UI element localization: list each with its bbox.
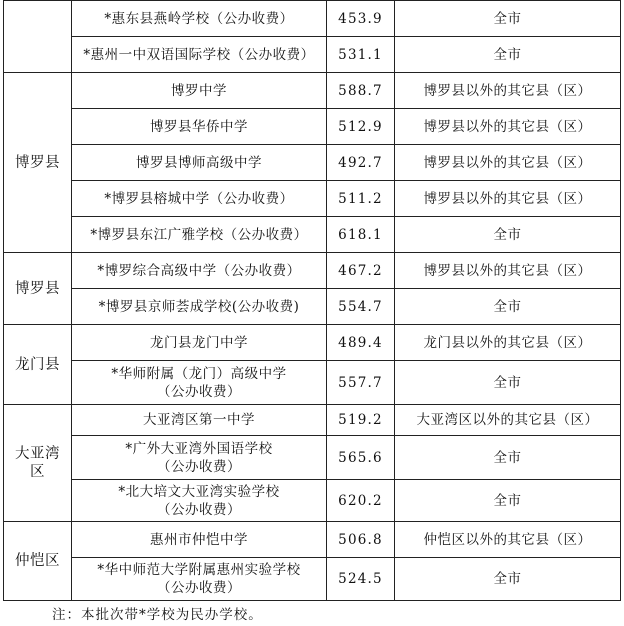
score-cell: 588.7 <box>327 73 395 109</box>
school-cell: *博罗综合高级中学（公办收费） <box>72 253 327 289</box>
table-row <box>4 436 621 480</box>
school-name-line: *广外大亚湾外国语学校 <box>125 440 273 457</box>
school-note-line: （公办收费） <box>157 580 241 596</box>
school-note-line: （公办收费） <box>157 501 241 518</box>
table-row <box>4 289 621 325</box>
table-row <box>4 325 621 361</box>
table-row <box>4 253 621 289</box>
school-name-line: *华中师范大学附属惠州实验学校 <box>97 562 301 578</box>
scope-cell: 全市 <box>395 436 621 480</box>
scope-cell: 博罗县以外的其它县（区） <box>395 145 621 181</box>
school-cell <box>72 361 327 405</box>
scope-cell: 全市 <box>395 37 621 73</box>
scope-cell: 大亚湾区以外的其它县（区） <box>395 405 621 436</box>
scope-cell: 全市 <box>395 558 621 601</box>
score-cell: 506.8 <box>327 522 395 558</box>
scope-cell: 全市 <box>395 217 621 253</box>
region-cell <box>4 1 72 73</box>
school-name-line: *华师附属（龙门）高级中学 <box>111 365 287 382</box>
school-note-line: （公办收费） <box>157 458 241 475</box>
school-cell: 博罗县华侨中学 <box>72 109 327 145</box>
region-cell: 仲恺区 <box>4 522 72 601</box>
score-cell: 618.1 <box>327 217 395 253</box>
score-cell: 524.5 <box>327 558 395 601</box>
score-cell: 554.7 <box>327 289 395 325</box>
score-cell: 492.7 <box>327 145 395 181</box>
school-cell: 博罗县博师高级中学 <box>72 145 327 181</box>
table-row <box>4 73 621 109</box>
scope-cell: 仲恺区以外的其它县（区） <box>395 522 621 558</box>
school-cell <box>72 558 327 601</box>
school-cell: 博罗中学 <box>72 73 327 109</box>
region-name-line: 区 <box>30 464 45 480</box>
score-cell: 531.1 <box>327 37 395 73</box>
region-name-line: 大亚湾 <box>15 446 60 462</box>
table-row <box>4 361 621 405</box>
region-cell <box>4 405 72 522</box>
school-cell <box>72 480 327 522</box>
school-cell: 惠州市仲恺中学 <box>72 522 327 558</box>
region-cell: 博罗县 <box>4 253 72 325</box>
school-cell: *博罗县榕城中学（公办收费） <box>72 181 327 217</box>
score-cell: 557.7 <box>327 361 395 405</box>
school-cell: *博罗县东江广雅学校（公办收费） <box>72 217 327 253</box>
table-row <box>4 558 621 601</box>
table-row <box>4 480 621 522</box>
scope-cell: 博罗县以外的其它县（区） <box>395 181 621 217</box>
scope-cell: 全市 <box>395 289 621 325</box>
score-cell: 511.2 <box>327 181 395 217</box>
scope-cell: 全市 <box>395 361 621 405</box>
scope-cell: 全市 <box>395 1 621 37</box>
school-cell: *惠州一中双语国际学校（公办收费） <box>72 37 327 73</box>
score-cell: 453.9 <box>327 1 395 37</box>
score-cell: 467.2 <box>327 253 395 289</box>
school-cell: 大亚湾区第一中学 <box>72 405 327 436</box>
scope-cell: 龙门县以外的其它县（区） <box>395 325 621 361</box>
school-cell: *博罗县京师荟成学校(公办收费) <box>72 289 327 325</box>
score-cell: 565.6 <box>327 436 395 480</box>
table-row <box>4 109 621 145</box>
table-row <box>4 181 621 217</box>
scope-cell: 全市 <box>395 480 621 522</box>
scope-cell: 博罗县以外的其它县（区） <box>395 109 621 145</box>
score-cell: 512.9 <box>327 109 395 145</box>
region-cell: 博罗县 <box>4 73 72 253</box>
school-cell: 龙门县龙门中学 <box>72 325 327 361</box>
score-cell: 489.4 <box>327 325 395 361</box>
school-note-line: （公办收费） <box>157 383 241 400</box>
table-row <box>4 1 621 37</box>
score-cell: 620.2 <box>327 480 395 522</box>
table-row <box>4 522 621 558</box>
table-row <box>4 405 621 436</box>
table-row <box>4 145 621 181</box>
school-cell <box>72 436 327 480</box>
scope-cell: 博罗县以外的其它县（区） <box>395 73 621 109</box>
score-cell: 519.2 <box>327 405 395 436</box>
table-row <box>4 37 621 73</box>
school-name-line: *北大培文大亚湾实验学校 <box>118 483 280 500</box>
scope-cell: 博罗县以外的其它县（区） <box>395 253 621 289</box>
school-cell: *惠东县燕岭学校（公办收费） <box>72 1 327 37</box>
admission-score-table <box>3 0 621 601</box>
table-row <box>4 217 621 253</box>
footnote: 注：本批次带*学校为民办学校。 <box>52 607 263 623</box>
region-cell: 龙门县 <box>4 325 72 405</box>
